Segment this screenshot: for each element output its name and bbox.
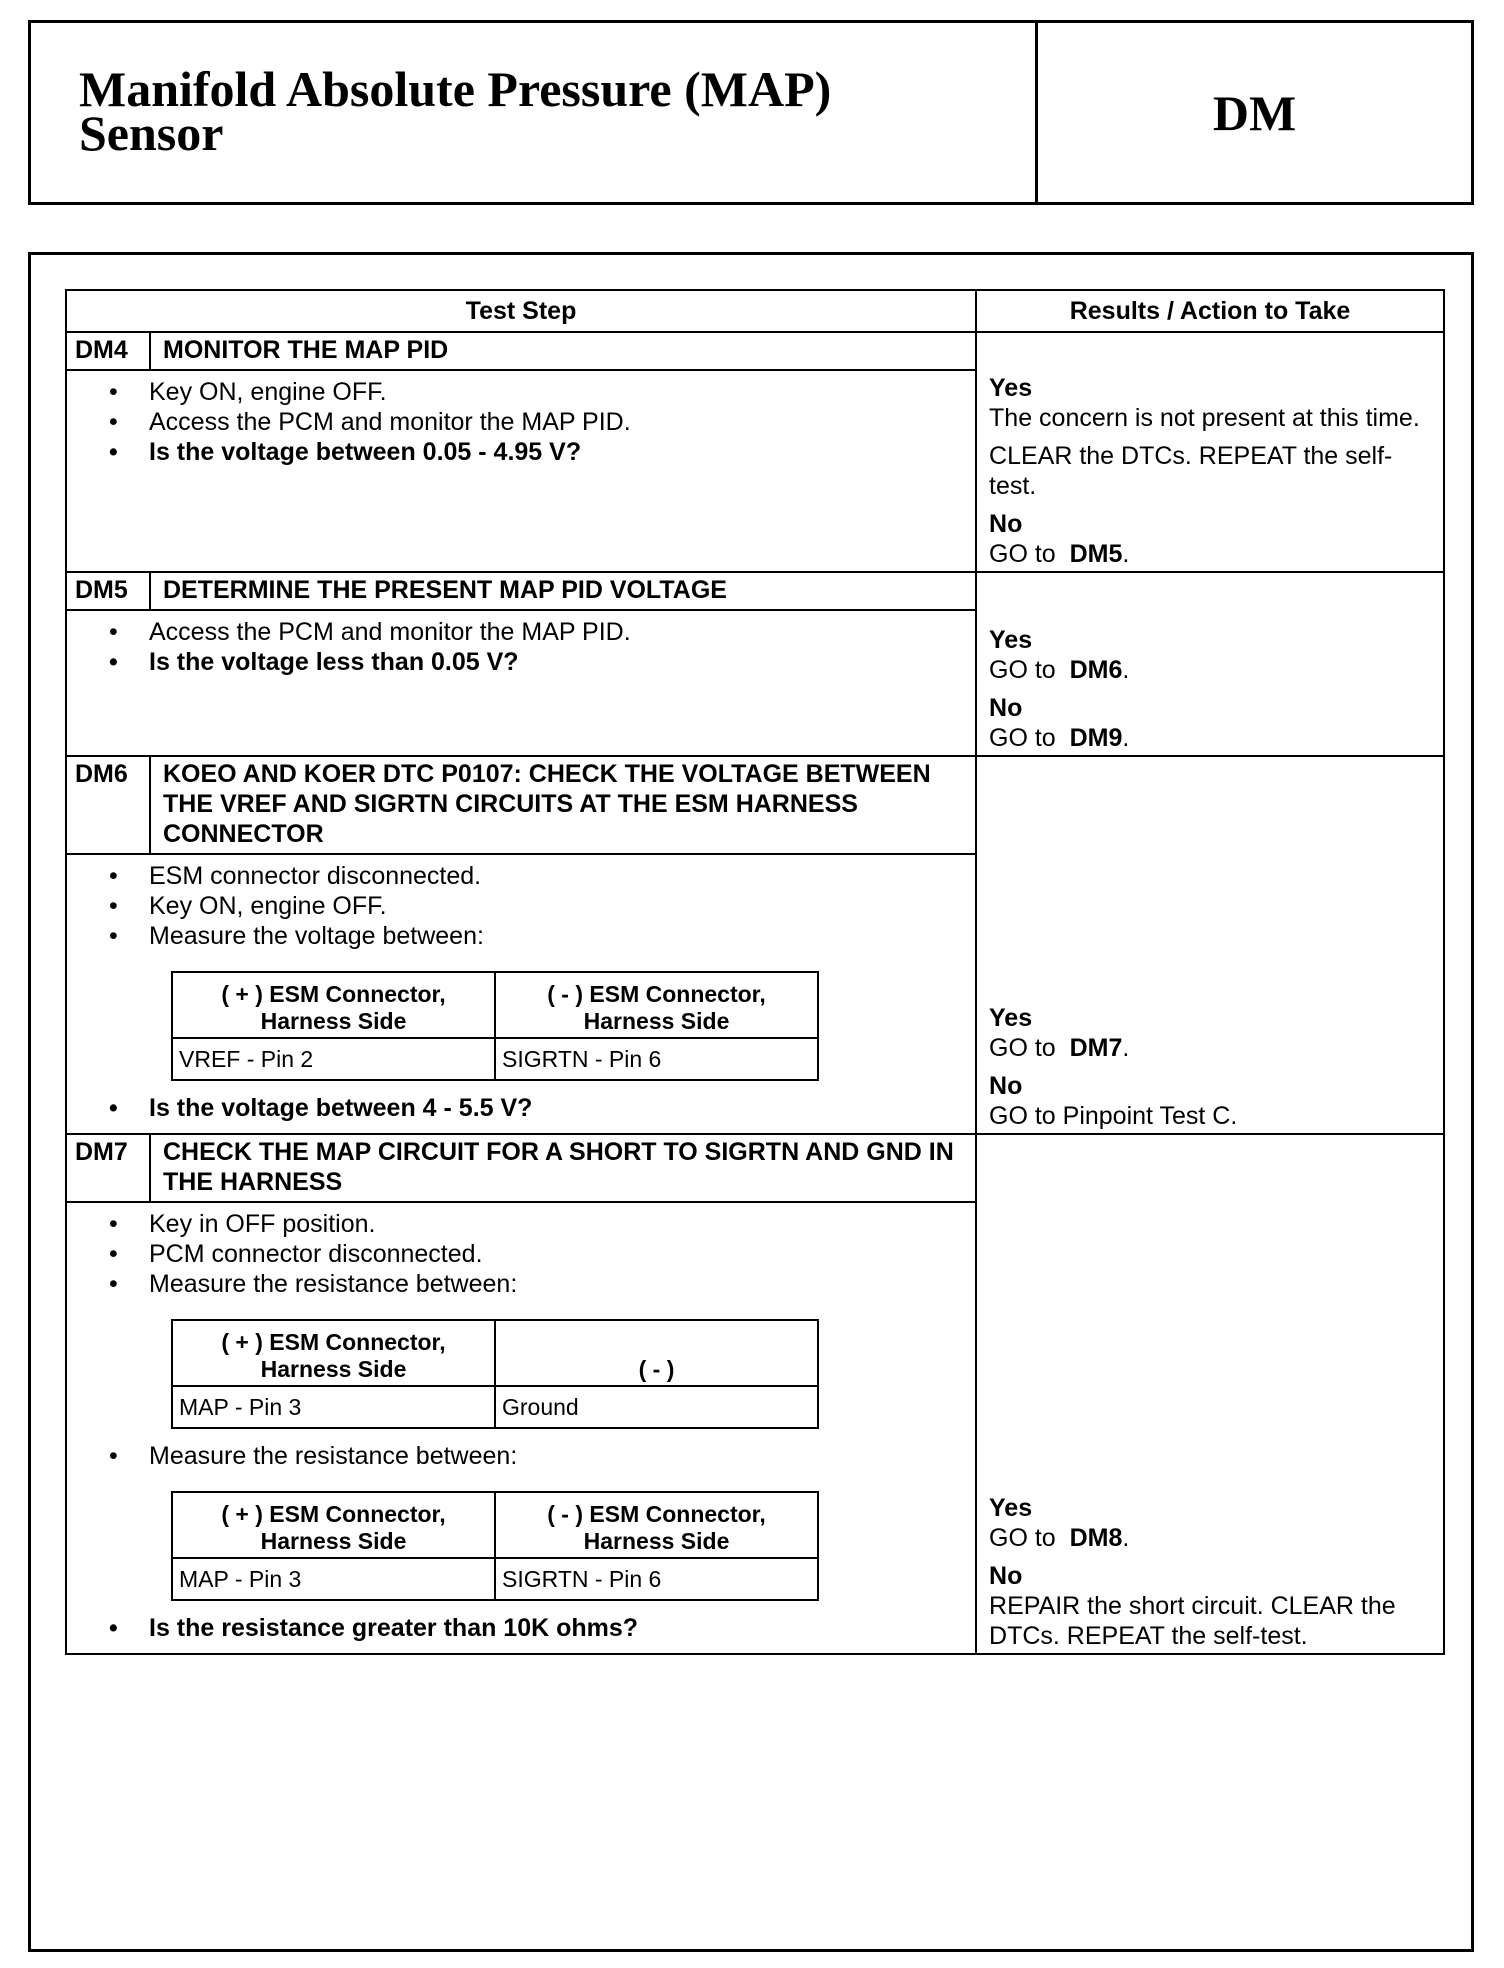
meas-header-negative: ( - ) <box>495 1320 818 1386</box>
measurement-table <box>171 1319 819 1429</box>
table-header-row <box>66 290 1444 332</box>
step-dm6-body <box>66 854 976 1134</box>
col-header-results: Results / Action to Take <box>976 290 1444 332</box>
list-item: • Access the PCM and monitor the MAP PID. <box>149 617 967 647</box>
yes-action: GO to DM8. <box>989 1524 1130 1552</box>
measurement-table <box>171 971 819 1081</box>
meas-value-negative: SIGRTN - Pin 6 <box>495 1038 818 1080</box>
yes-label: Yes <box>989 1494 1033 1522</box>
list-item: • Measure the resistance between: <box>149 1269 967 1299</box>
meas-value-negative: SIGRTN - Pin 6 <box>495 1558 818 1600</box>
measurement-table <box>171 1491 819 1601</box>
step-title: DETERMINE THE PRESENT MAP PID VOLTAGE <box>150 572 976 610</box>
list-item: • Is the voltage less than 0.05 V? <box>149 647 967 677</box>
step-id: DM6 <box>66 756 150 854</box>
yes-label: Yes <box>989 626 1033 654</box>
page-title-line1: Manifold Absolute Pressure (MAP) <box>79 61 832 117</box>
goto-link[interactable]: DM9 <box>1069 724 1123 752</box>
section-code: DM <box>1212 84 1297 141</box>
meas-value-negative: Ground <box>495 1386 818 1428</box>
list-item: • Is the voltage between 4 - 5.5 V? <box>149 1093 967 1123</box>
meas-header-positive: ( + ) ESM Connector, Harness Side <box>172 1320 495 1386</box>
list-item: • Access the PCM and monitor the MAP PID. <box>149 407 967 437</box>
step-dm5-title-row <box>66 572 1444 610</box>
list-item: • Measure the resistance between: <box>149 1441 967 1471</box>
no-action: GO to DM9. <box>989 724 1130 752</box>
list-item: • ESM connector disconnected. <box>149 861 967 891</box>
list-item: • Is the resistance greater than 10K ohms? <box>149 1613 967 1643</box>
step-title: KOEO AND KOER DTC P0107: CHECK THE VOLTAGE BETWEEN THE VREF AND SIGRTN CIRCUITS AT THE ESM HARNESS CONNECTOR <box>150 756 976 854</box>
step-dm6-results <box>976 756 1444 1134</box>
step-id: DM4 <box>66 332 150 370</box>
step-dm7-results <box>976 1134 1444 1654</box>
step-dm4-title-row <box>66 332 1444 370</box>
list-item: • Key ON, engine OFF. <box>149 377 967 407</box>
no-label: No <box>989 1562 1023 1590</box>
step-dm7-body <box>66 1202 976 1654</box>
step-dm5-body <box>66 610 976 756</box>
yes-action: GO to DM7. <box>989 1034 1130 1062</box>
meas-header-positive: ( + ) ESM Connector, Harness Side <box>172 972 495 1038</box>
header-box <box>28 20 1474 205</box>
step-dm7-title-row <box>66 1134 1444 1202</box>
goto-link[interactable]: DM7 <box>1069 1034 1123 1062</box>
meas-header-negative: ( - ) ESM Connector, Harness Side <box>495 1492 818 1558</box>
step-title: MONITOR THE MAP PID <box>150 332 976 370</box>
no-action: GO to Pinpoint Test C. <box>989 1102 1238 1130</box>
no-action: REPAIR the short circuit. CLEAR the DTCs. REPEAT the self-test. <box>989 1592 1396 1650</box>
test-step-table <box>65 289 1445 1655</box>
yes-label: Yes <box>989 1004 1033 1032</box>
list-item: • Measure the voltage between: <box>149 921 967 951</box>
list-item: • Is the voltage between 0.05 - 4.95 V? <box>149 437 967 467</box>
step-id: DM5 <box>66 572 150 610</box>
goto-link[interactable]: DM6 <box>1069 656 1123 684</box>
yes-text-2: CLEAR the DTCs. REPEAT the self-test. <box>989 442 1393 500</box>
no-action: GO to DM5. <box>989 540 1130 568</box>
meas-value-positive: VREF - Pin 2 <box>172 1038 495 1080</box>
meas-value-positive: MAP - Pin 3 <box>172 1386 495 1428</box>
page-title-line2: Sensor <box>79 105 224 161</box>
goto-link[interactable]: DM5 <box>1069 540 1123 568</box>
step-dm6-title-row <box>66 756 1444 854</box>
yes-text: The concern is not present at this time. <box>989 404 1420 432</box>
content-frame <box>28 252 1474 1952</box>
list-item: • Key in OFF position. <box>149 1209 967 1239</box>
page-title <box>31 23 1038 202</box>
goto-link[interactable]: DM8 <box>1069 1524 1123 1552</box>
no-label: No <box>989 510 1023 538</box>
no-label: No <box>989 694 1023 722</box>
meas-value-positive: MAP - Pin 3 <box>172 1558 495 1600</box>
step-dm4-body <box>66 370 976 572</box>
yes-action: GO to DM6. <box>989 656 1130 684</box>
step-dm5-results <box>976 572 1444 756</box>
step-id: DM7 <box>66 1134 150 1202</box>
step-title: CHECK THE MAP CIRCUIT FOR A SHORT TO SIGRTN AND GND IN THE HARNESS <box>150 1134 976 1202</box>
yes-label: Yes <box>989 374 1033 402</box>
col-header-test-step: Test Step <box>66 290 976 332</box>
meas-header-positive: ( + ) ESM Connector, Harness Side <box>172 1492 495 1558</box>
step-dm4-results <box>976 332 1444 572</box>
no-label: No <box>989 1072 1023 1100</box>
list-item: • Key ON, engine OFF. <box>149 891 967 921</box>
meas-header-negative: ( - ) ESM Connector, Harness Side <box>495 972 818 1038</box>
list-item: • PCM connector disconnected. <box>149 1239 967 1269</box>
